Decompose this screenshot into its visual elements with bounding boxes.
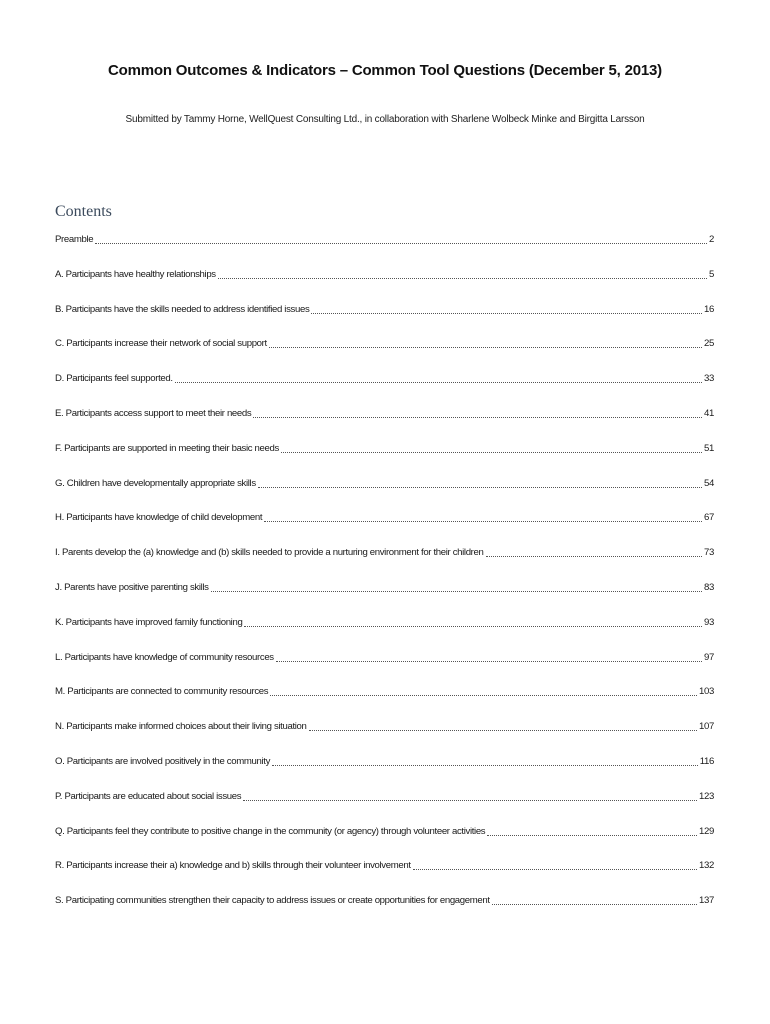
toc-entry-page: 73	[704, 547, 714, 559]
toc-entry-label: D. Participants feel supported.	[55, 373, 173, 385]
toc-leader	[276, 651, 702, 662]
toc-entry-label: S. Participating communities strengthen their capacity to address issues or create opportunities for engagement	[55, 895, 490, 907]
toc-entry-page: 123	[699, 790, 714, 802]
toc-entry-label: L. Participants have knowledge of community resources	[55, 651, 274, 663]
toc-entry-r[interactable]	[55, 859, 714, 894]
toc-leader	[309, 720, 698, 731]
toc-entry-g[interactable]	[55, 477, 714, 512]
toc-leader	[264, 511, 702, 522]
toc-entry-f[interactable]	[55, 442, 714, 477]
toc-entry-page: 116	[699, 755, 714, 767]
toc-leader	[95, 233, 707, 244]
toc-leader	[492, 894, 697, 905]
toc-entry-c[interactable]	[55, 337, 714, 372]
toc-entry-q[interactable]	[55, 825, 714, 860]
toc-entry-page: 107	[699, 721, 714, 733]
toc-entry-page: 103	[699, 686, 714, 698]
toc-entry-n[interactable]	[55, 720, 714, 755]
toc-entry-label: K. Participants have improved family functioning	[55, 616, 243, 628]
toc-entry-preamble[interactable]	[55, 233, 714, 268]
toc-entry-label: H. Participants have knowledge of child development	[55, 512, 263, 524]
toc-entry-s[interactable]	[55, 894, 714, 929]
toc-entry-label: E. Participants access support to meet their needs	[55, 407, 252, 419]
toc-entry-label: Preamble	[55, 234, 94, 245]
contents-heading: Contents	[55, 203, 112, 220]
toc-leader	[258, 477, 702, 488]
table-of-contents	[55, 233, 714, 929]
toc-leader	[487, 825, 697, 836]
toc-entry-k[interactable]	[55, 616, 714, 651]
toc-entry-page: 25	[704, 338, 714, 350]
toc-entry-page: 67	[704, 512, 714, 524]
toc-entry-page: 132	[699, 860, 714, 872]
toc-entry-page: 33	[704, 373, 714, 385]
toc-entry-page: 41	[704, 407, 714, 419]
toc-leader	[269, 337, 702, 348]
toc-entry-label: Q. Participants feel they contribute to positive change in the community (or agency) through volunteer activities	[55, 825, 486, 837]
toc-leader	[175, 372, 702, 383]
toc-leader	[211, 581, 702, 592]
toc-entry-page: 93	[704, 616, 714, 628]
toc-entry-h[interactable]	[55, 511, 714, 546]
toc-entry-b[interactable]	[55, 303, 714, 338]
toc-entry-page: 16	[704, 303, 714, 315]
toc-entry-label: J. Parents have positive parenting skills	[55, 581, 209, 593]
toc-entry-j[interactable]	[55, 581, 714, 616]
toc-entry-page: 129	[699, 825, 714, 837]
toc-entry-label: P. Participants are educated about social issues	[55, 790, 242, 802]
toc-entry-o[interactable]	[55, 755, 714, 790]
toc-entry-label: M. Participants are connected to community resources	[55, 686, 269, 698]
toc-entry-page: 83	[704, 581, 714, 593]
toc-entry-e[interactable]	[55, 407, 714, 442]
toc-entry-m[interactable]	[55, 685, 714, 720]
toc-leader	[218, 268, 707, 279]
toc-entry-l[interactable]	[55, 651, 714, 686]
toc-leader	[281, 442, 702, 453]
toc-leader	[311, 303, 702, 314]
toc-leader	[486, 546, 703, 557]
toc-entry-i[interactable]	[55, 546, 714, 581]
document-subtitle: Submitted by Tammy Horne, WellQuest Consulting Ltd., in collaboration with Sharlene Wolbeck Minke and Birgitta Larsson	[125, 114, 645, 125]
toc-entry-label: A. Participants have healthy relationships	[55, 268, 216, 280]
toc-entry-page: 2	[709, 234, 714, 245]
toc-leader	[413, 859, 697, 870]
toc-entry-page: 54	[704, 477, 714, 489]
toc-entry-page: 51	[704, 442, 714, 454]
toc-entry-page: 5	[709, 268, 714, 280]
toc-entry-label: F. Participants are supported in meeting their basic needs	[55, 442, 279, 454]
toc-entry-page: 97	[704, 651, 714, 663]
toc-entry-label: O. Participants are involved positively in the community	[55, 755, 271, 767]
toc-entry-a[interactable]	[55, 268, 714, 303]
toc-entry-d[interactable]	[55, 372, 714, 407]
toc-leader	[243, 790, 697, 801]
toc-entry-label: I. Parents develop the (a) knowledge and (b) skills needed to provide a nurturing environment for their children	[55, 547, 484, 559]
toc-entry-label: B. Participants have the skills needed to address identified issues	[55, 303, 310, 315]
toc-entry-label: G. Children have developmentally appropriate skills	[55, 477, 256, 489]
document-title: Common Outcomes & Indicators – Common Tool Questions (December 5, 2013)	[108, 62, 662, 79]
toc-entry-label: C. Participants increase their network of social support	[55, 338, 267, 350]
toc-entry-label: N. Participants make informed choices about their living situation	[55, 721, 307, 733]
toc-leader	[253, 407, 702, 418]
toc-entry-label: R. Participants increase their a) knowledge and b) skills through their volunteer involvement	[55, 860, 411, 872]
toc-leader	[270, 685, 697, 696]
toc-entry-p[interactable]	[55, 790, 714, 825]
toc-leader	[272, 755, 698, 766]
toc-leader	[244, 616, 702, 627]
toc-entry-page: 137	[699, 895, 714, 907]
